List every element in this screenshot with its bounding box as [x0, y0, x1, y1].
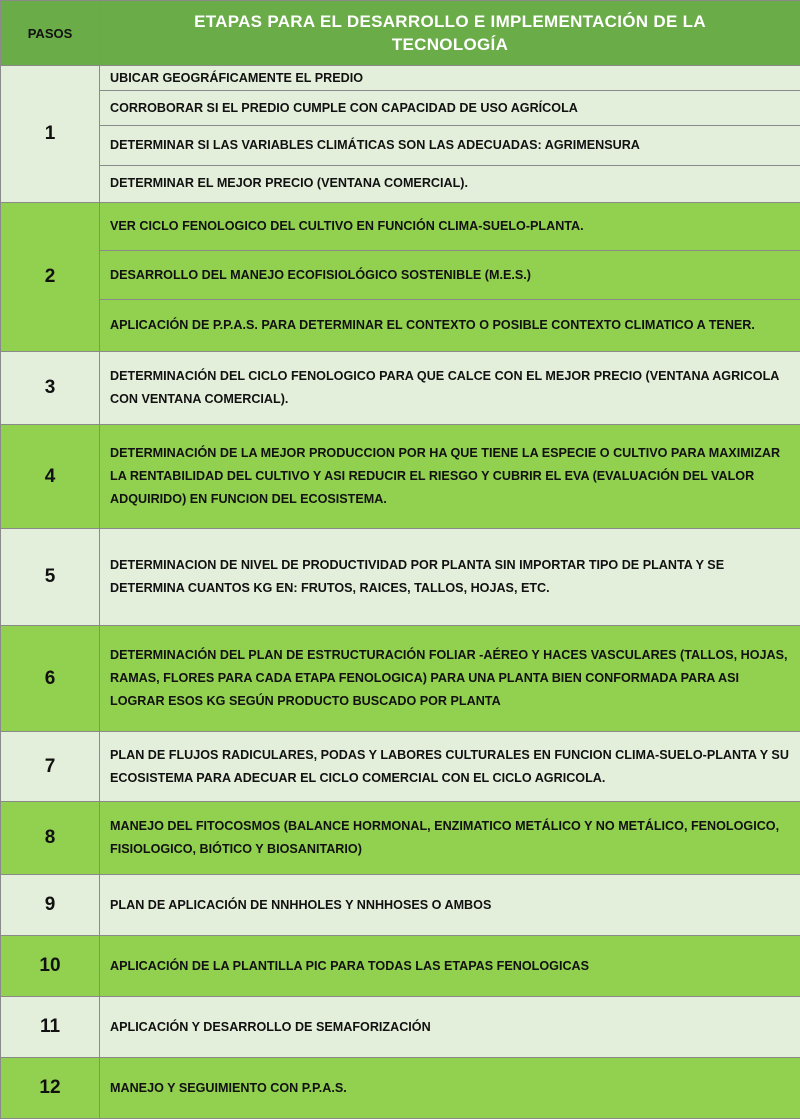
table-row: [1, 802, 800, 875]
step-number: 8: [1, 802, 100, 875]
step-description: APLICACIÓN DE P.P.A.S. PARA DETERMINAR EL CONTEXTO O POSIBLE CONTEXTO CLIMATICO A TENER.: [100, 300, 800, 352]
step-description: PLAN DE APLICACIÓN DE NNHHOLES Y NNHHOSES O AMBOS: [100, 875, 800, 936]
step-description: DESARROLLO DEL MANEJO ECOFISIOLÓGICO SOSTENIBLE (M.E.S.): [100, 251, 800, 300]
table-row: [1, 936, 800, 997]
table-row: [1, 529, 800, 626]
table-row: [1, 66, 800, 91]
table-row: [1, 126, 800, 165]
step-number: 5: [1, 529, 100, 626]
step-description: APLICACIÓN DE LA PLANTILLA PIC PARA TODAS LAS ETAPAS FENOLOGICAS: [100, 936, 800, 997]
header-row: [1, 1, 800, 66]
step-number: 7: [1, 732, 100, 802]
step-description: DETERMINAR SI LAS VARIABLES CLIMÁTICAS SON LAS ADECUADAS: AGRIMENSURA: [100, 126, 800, 165]
table-row: [1, 203, 800, 251]
step-number: 9: [1, 875, 100, 936]
step-description: APLICACIÓN Y DESARROLLO DE SEMAFORIZACIÓN: [100, 997, 800, 1058]
table-row: [1, 875, 800, 936]
table-row: [1, 352, 800, 425]
table-row: [1, 165, 800, 202]
table-row: [1, 732, 800, 802]
step-description: VER CICLO FENOLOGICO DEL CULTIVO EN FUNCIÓN CLIMA-SUELO-PLANTA.: [100, 203, 800, 251]
table-row: [1, 91, 800, 126]
step-description: CORROBORAR SI EL PREDIO CUMPLE CON CAPACIDAD DE USO AGRÍCOLA: [100, 91, 800, 126]
step-description: UBICAR GEOGRÁFICAMENTE EL PREDIO: [100, 66, 800, 91]
step-description: DETERMINACIÓN DEL PLAN DE ESTRUCTURACIÓN FOLIAR -AÉREO Y HACES VASCULARES (TALLOS, HOJAS, RAMAS, FLORES PARA CADA ETAPA FENOLOGICA) PARA UNA PLANTA BIEN CONFORMADA PARA ASI LOGRAR ESOS KG SEGÚN PRODUCTO BUSCADO POR PLANTA: [100, 626, 800, 732]
step-number: 4: [1, 425, 100, 529]
step-number: 11: [1, 997, 100, 1058]
table-row: [1, 1058, 800, 1119]
step-description: DETERMINACIÓN DE LA MEJOR PRODUCCION POR HA QUE TIENE LA ESPECIE O CULTIVO PARA MAXIMIZAR LA RENTABILIDAD DEL CULTIVO Y ASI REDUCIR EL RIESGO Y CUBRIR EL EVA (EVALUACIÓN DEL VALOR ADQUIRIDO) EN FUNCION DEL ECOSISTEMA.: [100, 425, 800, 529]
table-row: [1, 626, 800, 732]
step-number: 1: [1, 66, 100, 203]
step-description: DETERMINACION DE NIVEL DE PRODUCTIVIDAD POR PLANTA SIN IMPORTAR TIPO DE PLANTA Y SE DETERMINA CUANTOS KG EN: FRUTOS, RAICES, TALLOS, HOJAS, ETC.: [100, 529, 800, 626]
step-description: DETERMINACIÓN DEL CICLO FENOLOGICO PARA QUE CALCE CON EL MEJOR PRECIO (VENTANA AGRICOLA CON VENTANA COMERCIAL).: [100, 352, 800, 425]
step-description: PLAN DE FLUJOS RADICULARES, PODAS Y LABORES CULTURALES EN FUNCION CLIMA-SUELO-PLANTA Y SU ECOSISTEMA PARA ADECUAR EL CICLO COMERCIAL CON EL CICLO AGRICOLA.: [100, 732, 800, 802]
step-number: 2: [1, 203, 100, 352]
table-row: [1, 997, 800, 1058]
step-description: DETERMINAR EL MEJOR PRECIO (VENTANA COMERCIAL).: [100, 165, 800, 202]
step-number: 12: [1, 1058, 100, 1119]
step-number: 3: [1, 352, 100, 425]
step-description: MANEJO Y SEGUIMIENTO CON P.P.A.S.: [100, 1058, 800, 1119]
step-number: 10: [1, 936, 100, 997]
header-pasos: PASOS: [1, 1, 100, 66]
step-number: 6: [1, 626, 100, 732]
table-row: [1, 300, 800, 352]
table-row: [1, 251, 800, 300]
table-row: [1, 425, 800, 529]
step-description: MANEJO DEL FITOCOSMOS (BALANCE HORMONAL, ENZIMATICO METÁLICO Y NO METÁLICO, FENOLOGICO, FISIOLOGICO, BIÓTICO Y BIOSANITARIO): [100, 802, 800, 875]
header-title: ETAPAS PARA EL DESARROLLO E IMPLEMENTACIÓN DE LA TECNOLOGÍA: [100, 1, 800, 66]
